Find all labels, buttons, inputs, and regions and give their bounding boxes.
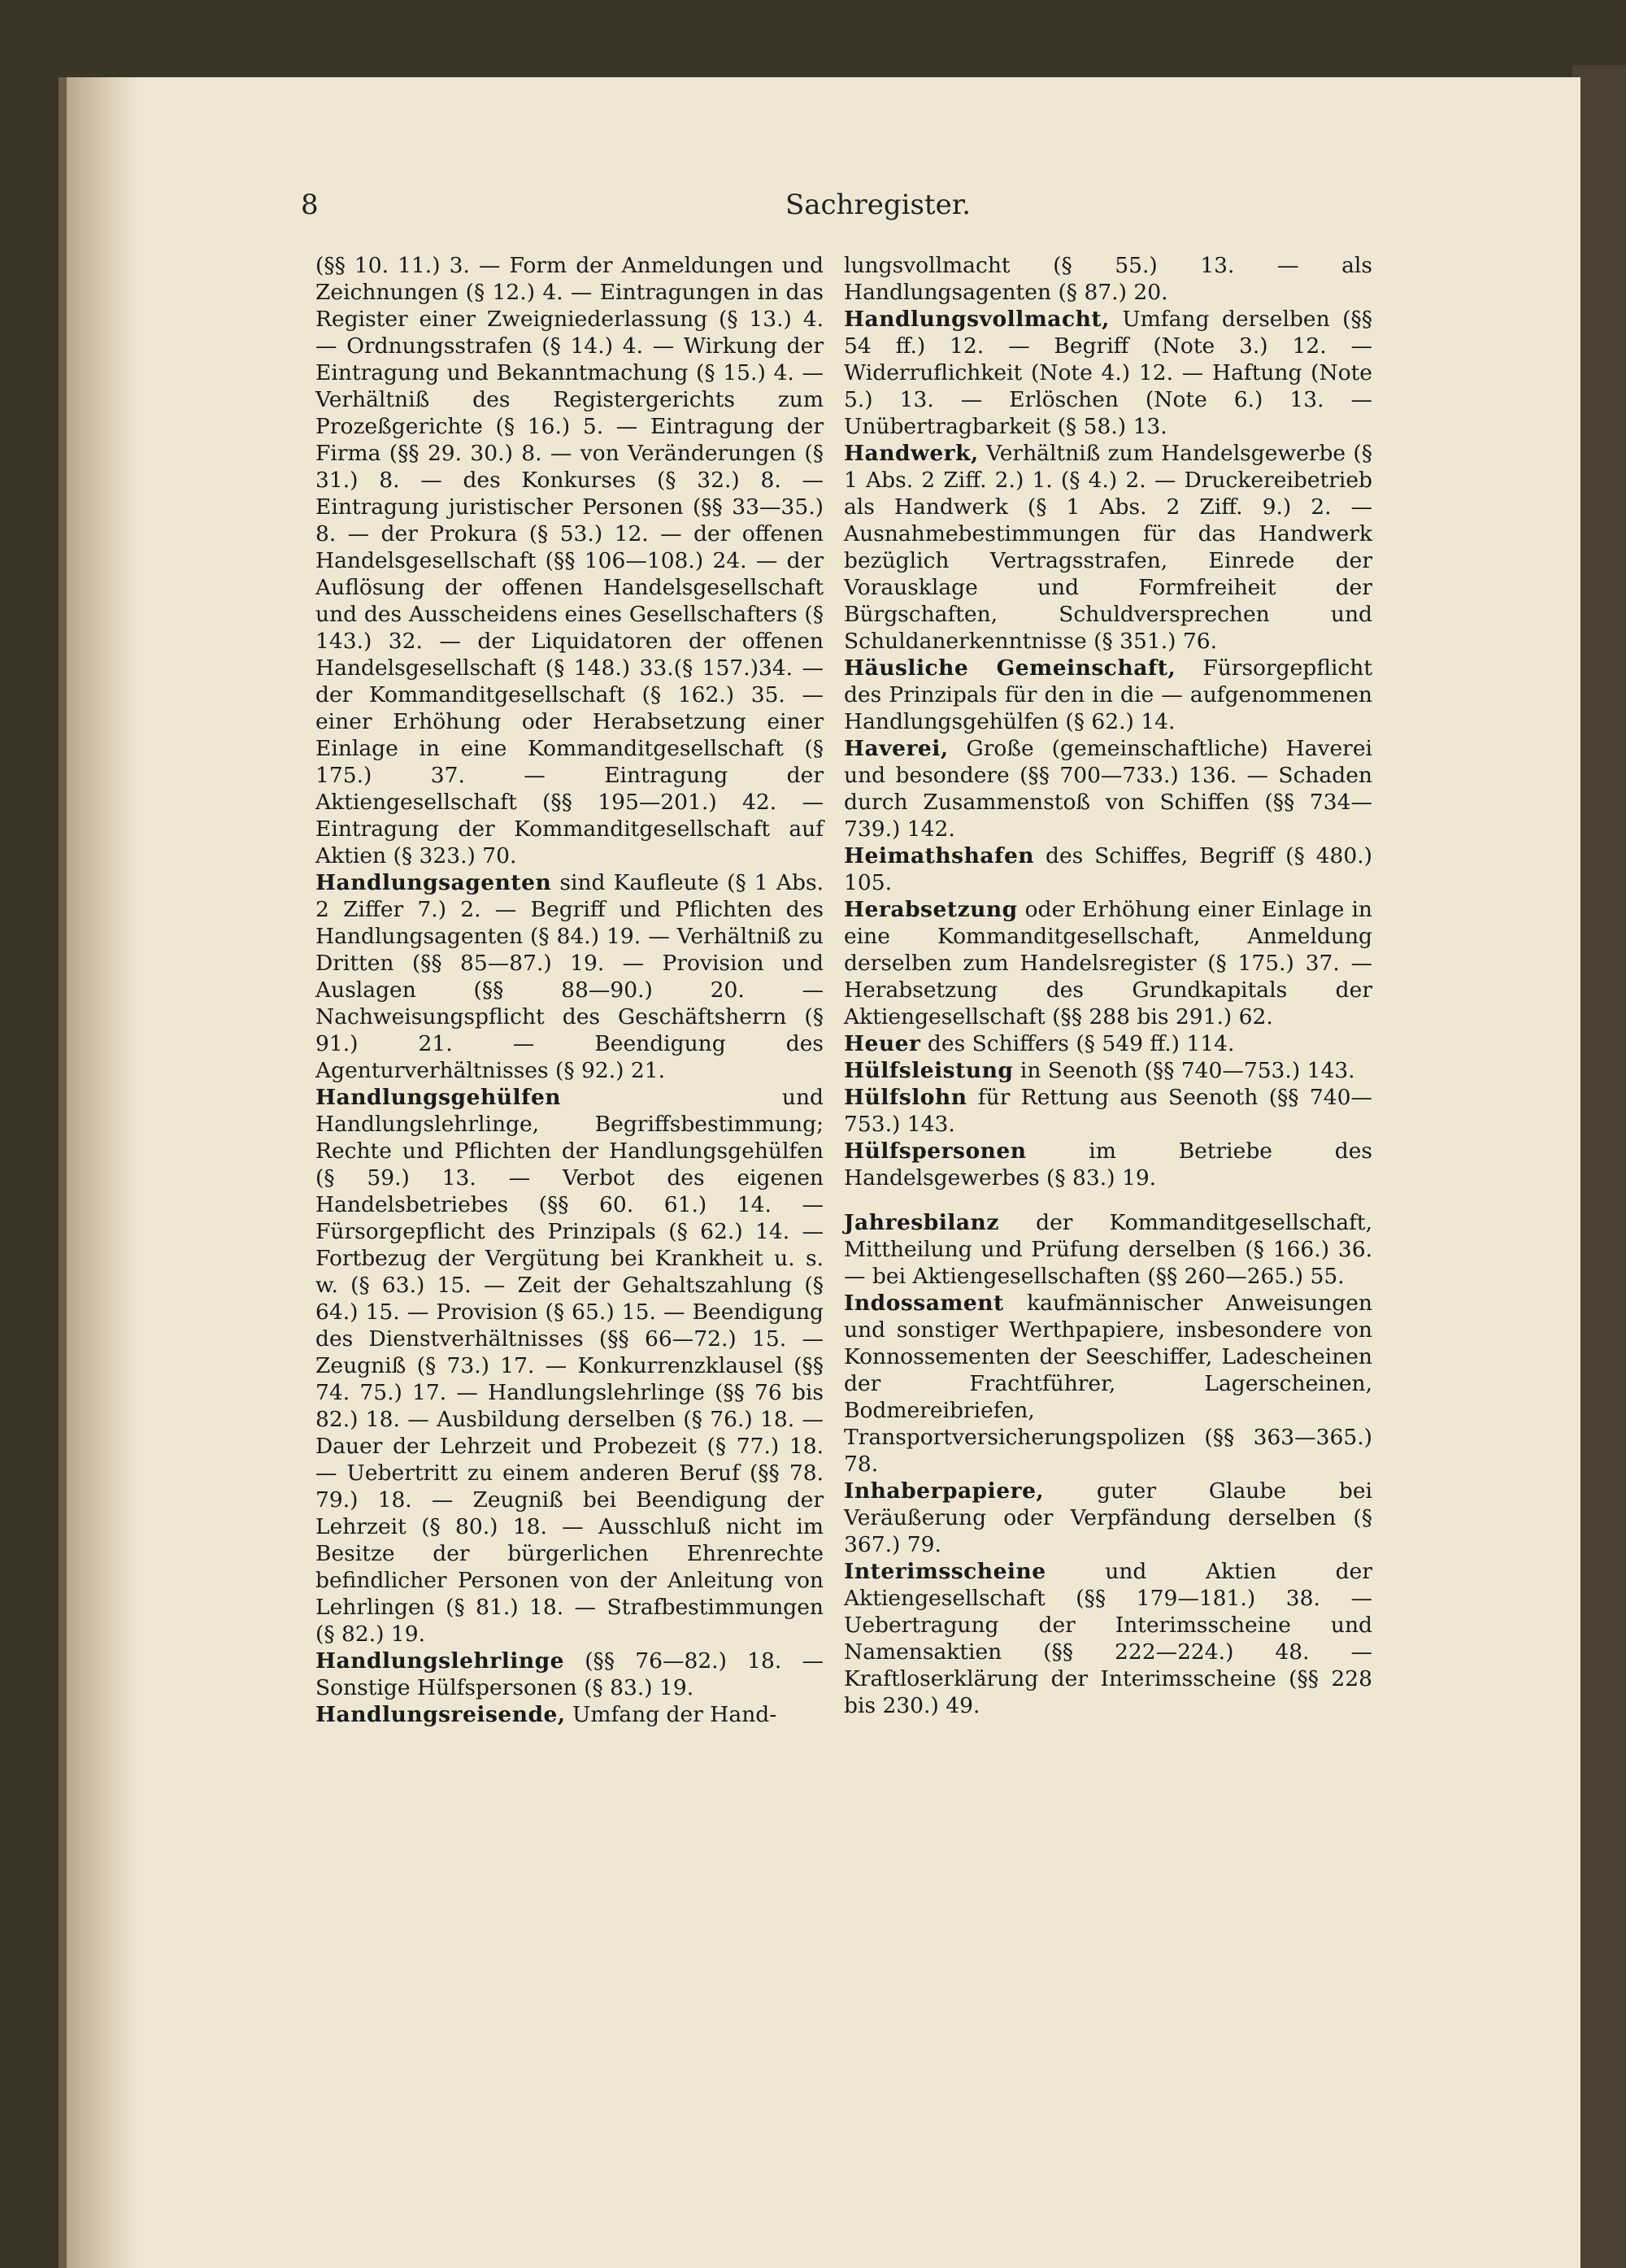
entry-text: und Aktien der Aktiengesellschaft (§§ 179—181.) 38. — Uebertragung der Interimsscheine und Namensaktien (§§ 222—224.) 48. — Kraftloserklärung der Interimsscheine (§§ 228 bis 230.) 49. [844, 1559, 1372, 1718]
entry-heading: Handlungslehrlinge [315, 1648, 564, 1674]
index-entry [844, 1290, 1372, 1478]
entry-heading: Handlungsagenten [315, 870, 552, 895]
entry-text: oder Erhöhung einer Einlage in eine Kommanditgesellschaft, Anmeldung derselben zum Handelsregister (§ 175.) 37. — Herabsetzung des Grundkapitals der Aktiengesellschaft (§§ 288 bis 291.) 62. [844, 897, 1372, 1030]
entry-heading: Haverei, [844, 736, 949, 761]
entry-heading: Indossament [844, 1291, 1004, 1316]
entry-heading: Handlungsreisende, [315, 1702, 566, 1727]
index-entry [844, 1138, 1372, 1191]
index-entry [844, 306, 1372, 440]
index-entry [844, 1057, 1372, 1084]
index-entry [844, 896, 1372, 1030]
entry-text: sind Kaufleute (§ 1 Abs. 2 Ziffer 7.) 2. — Begriff und Pflichten des Handlungsagenten (§ 84.) 19. — Verhältniß zu Dritten (§§ 85—87.) 19. — Provision und Auslagen (§§ 88—90.) 20. — Nachweisungspflicht des Geschäftsherrn (§ 91.) 21. — Beendigung des Agenturverhältnisses (§ 92.) 21. [315, 870, 824, 1083]
entry-heading: Hülfspersonen [844, 1138, 1027, 1164]
right-column [844, 252, 1372, 1719]
index-entry [844, 1030, 1372, 1057]
entry-heading: Häusliche Gemeinschaft, [844, 655, 1176, 681]
index-entry [844, 1084, 1372, 1138]
index-entry [315, 1084, 824, 1648]
left-column [315, 252, 824, 1728]
running-title: Sachregister. [785, 189, 972, 221]
index-entry [844, 1558, 1372, 1719]
entry-text: Fürsorgepflicht des Prinzipals für den in die — aufgenommenen Handlungsgehülfen (§ 62.) 14. [844, 655, 1372, 734]
page-header [301, 189, 1455, 229]
entry-heading: Interimsscheine [844, 1559, 1046, 1584]
entry-text: Verhältniß zum Handelsgewerbe (§ 1 Abs. 2 Ziff. 2.) 1. (§ 4.) 2. — Druckereibetrieb als Handwerk (§ 1 Abs. 2 Ziff. 9.) 2. — Ausnahmebestimmungen für das Handwerk bezüglich Vertragsstrafen, Einrede der Vorausklage und Formfreiheit der Bürgschaften, Schuldversprechen und Schuldanerkenntnisse (§ 351.) 76. [844, 441, 1372, 654]
continuation-text: (§§ 10. 11.) 3. — Form der Anmeldungen und Zeichnungen (§ 12.) 4. — Eintragungen in das Register einer Zweigniederlassung (§ 13.) 4. — Ordnungsstrafen (§ 14.) 4. — Wirkung der Eintragung und Bekanntmachung (§ 15.) 4. — Verhältniß des Registergerichts zum Prozeßgerichte (§ 16.) 5. — Eintragung der Firma (§§ 29. 30.) 8. — von Veränderungen (§ 31.) 8. — des Konkurses (§ 32.) 8. — Eintragung juristischer Personen (§§ 33—35.) 8. — der Prokura (§ 53.) 12. — der offenen Handelsgesellschaft (§§ 106—108.) 24. — der Auflösung der offenen Handelsgesellschaft und des Ausscheidens eines Gesellschafters (§ 143.) 32. — der Liquidatoren der offenen Handelsgesellschaft (§ 148.) 33.(§ 157.)34. — der Kommanditgesellschaft (§ 162.) 35. — einer Erhöhung oder Herabsetzung einer Einlage in eine Kommanditgesellschaft (§ 175.) 37. — Eintragung der Aktiengesellschaft (§§ 195—201.) 42. — Eintragung der Kommanditgesellschaft auf Aktien (§ 323.) 70. [315, 253, 824, 868]
entry-text: (§§ 76—82.) 18. — Sonstige Hülfspersonen (§ 83.) 19. [315, 1648, 824, 1700]
continuation-text: lungsvollmacht (§ 55.) 13. — als Handlungsagenten (§ 87.) 20. [844, 253, 1372, 305]
entry-heading: Heuer [844, 1031, 921, 1056]
entry-heading: Handlungsvollmacht, [844, 307, 1110, 332]
entry-text: für Rettung aus Seenoth (§§ 740—753.) 143. [844, 1085, 1372, 1137]
page-gutter [67, 77, 140, 2268]
entry-text: der Kommanditgesellschaft, Mittheilung und Prüfung derselben (§ 166.) 36. — bei Aktiengesellschaften (§§ 260—265.) 55. [844, 1210, 1372, 1289]
entry-text: des Schiffers (§ 549 ff.) 114. [920, 1031, 1235, 1056]
entry-text: Umfang derselben (§§ 54 ff.) 12. — Begriff (Note 3.) 12. — Widerruflichkeit (Note 4.) 12. — Haftung (Note 5.) 13. — Erlöschen (Note 6.) 13. — Unübertragbarkeit (§ 58.) 13. [844, 307, 1372, 439]
entry-heading: Heimathshafen [844, 843, 1035, 868]
page-number: 8 [301, 189, 319, 221]
entry-text: Große (gemeinschaftliche) Haverei und besondere (§§ 700—733.) 136. — Schaden durch Zusammenstoß von Schiffen (§§ 734—739.) 142. [844, 736, 1372, 842]
index-entry [844, 842, 1372, 896]
entry-heading: Hülfsleistung [844, 1058, 1014, 1083]
index-entry [844, 1209, 1372, 1290]
index-entry [844, 1478, 1372, 1558]
entry-text: des Schiffes, Begriff (§ 480.) 105. [844, 843, 1372, 895]
index-entry [315, 1701, 824, 1728]
entry-text: guter Glaube bei Veräußerung oder Verpfändung derselben (§ 367.) 79. [844, 1478, 1372, 1557]
index-entry [844, 440, 1372, 655]
entry-text: im Betriebe des Handelsgewerbes (§ 83.) 19. [844, 1138, 1372, 1191]
entry-heading: Hülfslohn [844, 1085, 967, 1110]
index-entry [315, 869, 824, 1084]
entry-heading: Inhaberpapiere, [844, 1478, 1045, 1504]
entry-text: kaufmännischer Anweisungen und sonstiger Werthpapiere, insbesondere von Konnossementen der Seeschiffer, Ladescheinen der Frachtführer, Lagerscheinen, Bodmereibriefen, Transportversicherungspolizen (§§ 363—365.) 78. [844, 1291, 1372, 1477]
entry-text: und Handlungslehrlinge, Begriffsbestimmung; Rechte und Pflichten der Handlungsgehülfen (§ 59.) 13. — Verbot des eigenen Handelsbetriebes (§§ 60. 61.) 14. — Fürsorgepflicht des Prinzipals (§ 62.) 14. — Fortbezug der Vergütung bei Krankheit u. s. w. (§ 63.) 15. — Zeit der Gehaltszahlung (§ 64.) 15. — Provision (§ 65.) 15. — Beendigung des Dienstverhältnisses (§§ 66—72.) 15. — Zeugniß (§ 73.) 17. — Konkurrenzklausel (§§ 74. 75.) 17. — Handlungslehrlinge (§§ 76 bis 82.) 18. — Ausbildung derselben (§ 76.) 18. — Dauer der Lehrzeit und Probezeit (§ 77.) 18. — Uebertritt zu einem anderen Beruf (§§ 78. 79.) 18. — Zeugniß bei Beendigung der Lehrzeit (§ 80.) 18. — Ausschluß nicht im Besitze der bürgerlichen Ehrenrechte befindlicher Personen von der Anleitung von Lehrlingen (§ 81.) 18. — Strafbestimmungen (§ 82.) 19. [315, 1085, 824, 1647]
entry-heading: Handwerk, [844, 441, 979, 466]
entry-heading: Jahresbilanz [844, 1210, 999, 1235]
entry-heading: Handlungsgehülfen [315, 1085, 562, 1110]
index-entry [844, 655, 1372, 735]
index-entry [315, 1648, 824, 1701]
index-entry [844, 735, 1372, 842]
entry-text: Umfang der Hand- [565, 1702, 777, 1727]
entry-heading: Herabsetzung [844, 897, 1018, 922]
entry-text: in Seenoth (§§ 740—753.) 143. [1013, 1058, 1355, 1083]
